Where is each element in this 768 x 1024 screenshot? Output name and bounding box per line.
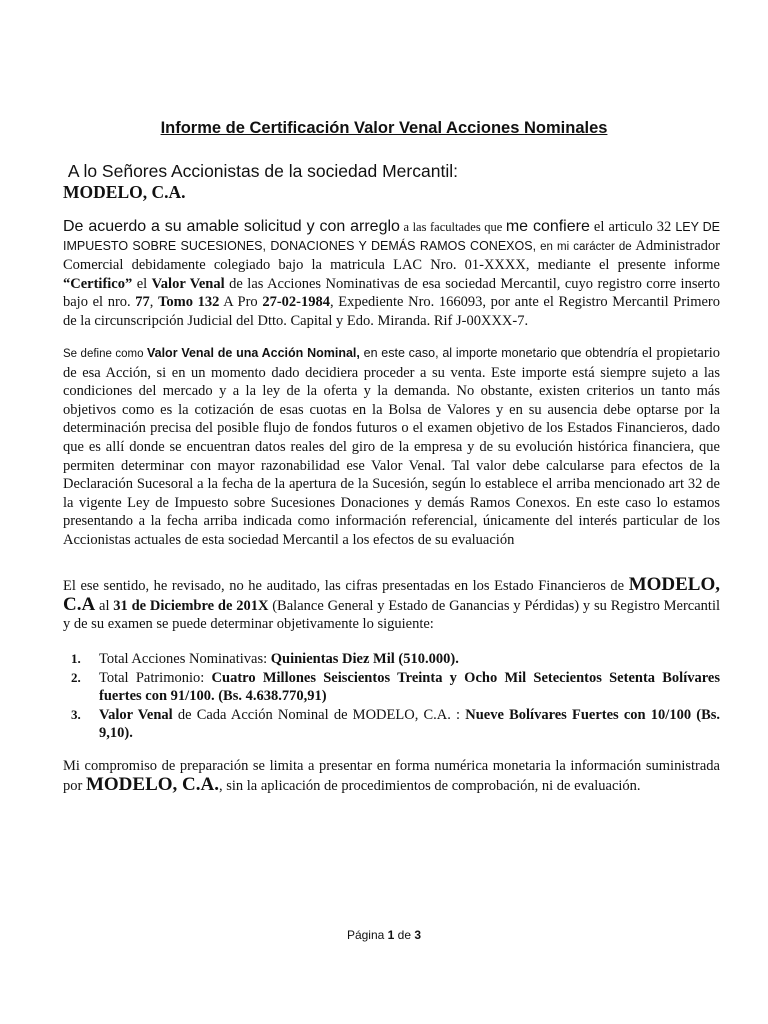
list-item-value: Cuatro Millones Seiscientos Treinta y Ocho Mil Setecientos Setenta Bolívares fuertes con 91/100. (Bs. 4.638.770,91) bbox=[99, 669, 720, 705]
document-title: Informe de Certificación Valor Venal Acciones Nominales bbox=[160, 119, 608, 137]
company-name-heading: MODELO, C.A. bbox=[63, 182, 186, 202]
greeting bbox=[63, 160, 458, 182]
p1-law-name: LEY DE IMPUESTO SOBRE SUCESIONES, DONACIONES Y DEMÁS RAMOS CONEXOS, bbox=[63, 220, 721, 253]
p3-date: 31 de Diciembre de 201X bbox=[113, 597, 269, 614]
list-item bbox=[63, 669, 720, 706]
p3-text: (Balance General y Estado de Ganancias y Pérdidas) y su Registro Mercantil y de su examen se puede determinar objetivamente lo siguiente: bbox=[63, 597, 721, 633]
p1-confiere: me confiere bbox=[505, 218, 590, 235]
list-item bbox=[63, 650, 720, 669]
list-item-label: Valor Venal bbox=[99, 706, 173, 723]
page-of: de bbox=[394, 928, 415, 942]
paragraph-definition bbox=[63, 344, 720, 550]
p2-body: el propietario de esa Acción, si en un momento dado decidiera proceder a su venta. Este importe está siempre sujeto a las condiciones del mercado y a la ley de la oferta y la demanda. No obstante, existen criterios un tanto más objetivos como es la cotización de esas cuotas en la Bolsa de Valores y en su ausencia debe optarse por la determinación precisa del posible flujo de fondos futuros o el examen objetivo de los Estados Financieros, dado que es allí donde se encuentran datos reales del giro de la empresa y de su evolución histórica financiera, que permiten determinar con mayor razonabilidad ese Valor Venal. Tal valor debe calcularse para efectos de la Declaración Sucesoral a la fecha de la apertura de la Sucesión, según lo establece el arriba mencionado art 32 de la vigente Ley de Impuesto sobre Sucesiones Donaciones y demás Ramos Conexos. En este caso lo estamos presentando a la fecha arriba indicada como información referencial, únicamente del interés particular de los Accionistas actuales de esta sociedad Mercantil a los efectos de su evaluación bbox=[63, 345, 720, 548]
list-item-number: 3. bbox=[71, 706, 81, 722]
p1-valor-venal: Valor Venal bbox=[151, 275, 225, 292]
p1-text: el articulo 32 bbox=[589, 219, 676, 235]
list-item bbox=[63, 706, 720, 743]
p1-text: de las Acciones Nominativas de esa sociedad Mercantil, cuyo registro corre inserto bajo el nro. bbox=[63, 275, 721, 311]
p2-intro: Se define como bbox=[63, 348, 147, 360]
p1-text: a las facultades que bbox=[399, 220, 506, 234]
list-item-label: Total Acciones Nominativas: bbox=[99, 651, 271, 667]
p1-registro-nro: 77 bbox=[135, 294, 150, 311]
p1-date: 27-02-1984 bbox=[262, 294, 330, 311]
list-item-value: Quinientas Diez Mil (510.000). bbox=[270, 651, 459, 667]
greeting-text: A lo Señores Accionistas de la sociedad Mercantil: bbox=[67, 161, 458, 181]
results-list bbox=[63, 650, 720, 743]
p1-text: , bbox=[149, 294, 159, 311]
list-item-value: Nueve Bolívares Fuertes con 10/100 (Bs. 9,10). bbox=[99, 706, 721, 742]
p2-text: en este caso, al importe monetario que obtendría bbox=[359, 346, 639, 360]
p3-text: El ese sentido, he revisado, no he auditado, las cifras presentadas en los Estado Financieros de bbox=[63, 578, 629, 594]
p4-company: MODELO, C.A. bbox=[85, 773, 219, 795]
page-label: Página bbox=[346, 928, 388, 942]
paragraph-certification bbox=[63, 218, 720, 331]
p3-company: MODELO, C.A bbox=[63, 574, 720, 615]
page-footer bbox=[0, 928, 768, 942]
list-item-text: de Cada Acción Nominal de MODELO, C.A. : bbox=[172, 706, 466, 723]
list-item-number: 2. bbox=[71, 669, 81, 685]
p1-text: en mi carácter de bbox=[536, 240, 632, 253]
p1-text: el bbox=[132, 275, 152, 292]
p4-text: , sin la aplicación de procedimientos de comprobación, ni de evaluación. bbox=[218, 777, 641, 794]
page-total: 3 bbox=[414, 928, 422, 942]
p1-certifico: “Certifico” bbox=[63, 275, 133, 292]
p3-text: al bbox=[95, 597, 114, 614]
page-current: 1 bbox=[387, 928, 395, 942]
p1-text: Administrador Comercial debidamente colegiado bajo la matricula LAC Nro. 01-XXXX, mediante el presente informe bbox=[63, 237, 720, 274]
p1-opening: De acuerdo a su amable solicitud y con arreglo bbox=[63, 218, 400, 235]
p1-text: , Expediente Nro. 166093, por ante el Registro Mercantil Primero de la circunscripción Judicial del Dtto. Capital y Edo. Miranda. Rif J-00XXX-7. bbox=[63, 294, 721, 329]
paragraph-commitment bbox=[63, 757, 720, 795]
p4-text: Mi compromiso de preparación se limita a presentar en forma numérica monetaria la información suministrada por bbox=[63, 758, 720, 794]
p1-tomo: Tomo 132 bbox=[158, 294, 220, 311]
list-item-number: 1. bbox=[71, 651, 81, 666]
list-item-label: Total Patrimonio: bbox=[99, 669, 212, 686]
p2-defined-term: Valor Venal de una Acción Nominal, bbox=[146, 346, 360, 360]
paragraph-review bbox=[63, 576, 720, 634]
p1-text: A Pro bbox=[219, 294, 263, 311]
